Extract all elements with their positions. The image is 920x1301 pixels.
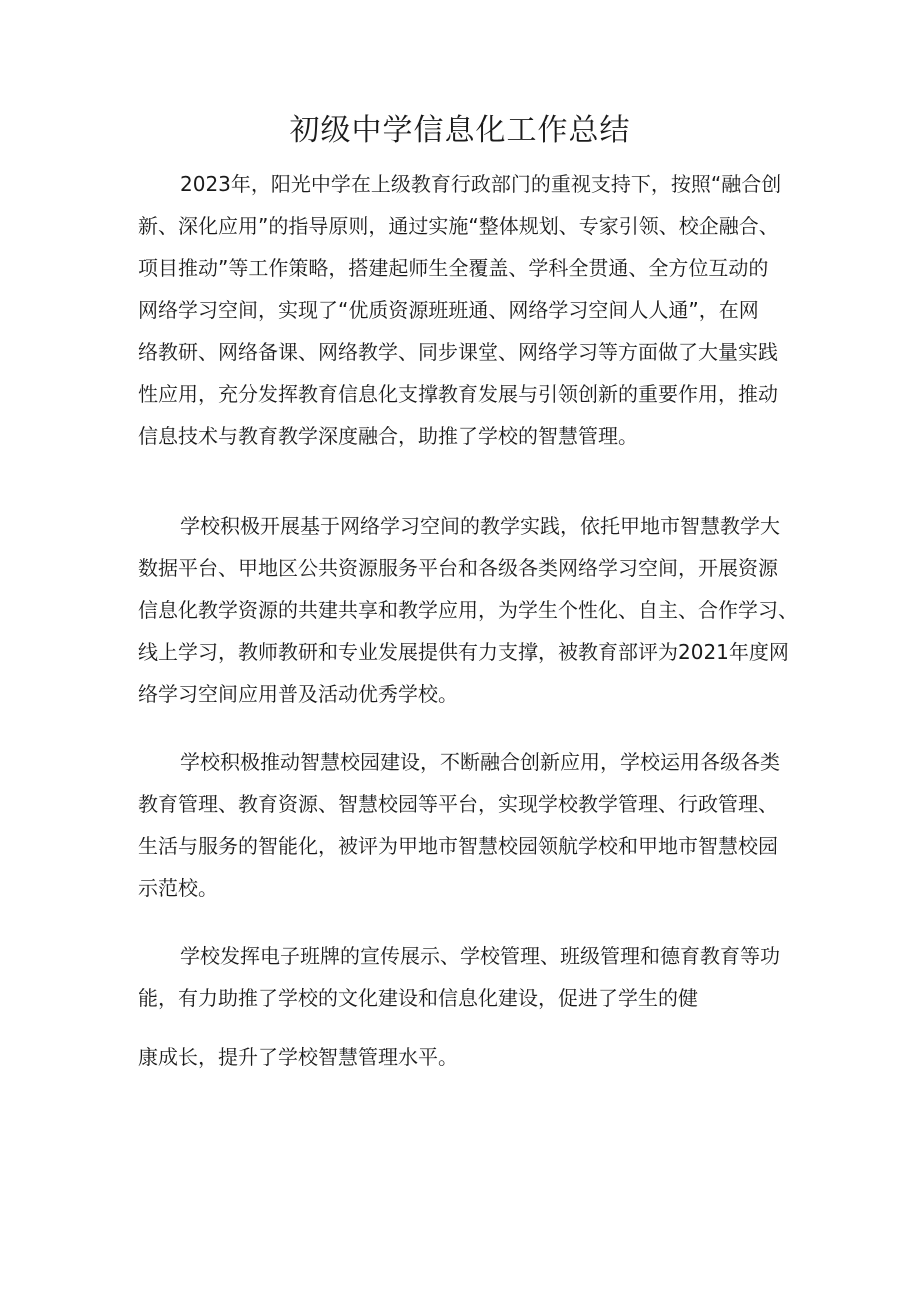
paragraph-line: 信息技术与教育教学深度融合，助推了学校的智慧管理。 <box>138 424 638 448</box>
paragraph-line: 性应用，充分发挥教育信息化支撑教育发展与引领创新的重要作用，推动 <box>138 382 778 406</box>
paragraph-line: 学校发挥电子班牌的宣传展示、学校管理、班级管理和德育教育等功 <box>180 944 780 968</box>
paragraph-line: 网络学习空间，实现了“优质资源班班通、网络学习空间人人通”，在网 <box>138 298 759 322</box>
paragraph-line: 新、深化应用”的指导原则，通过实施“整体规划、专家引领、校企融合、 <box>138 214 779 238</box>
paragraph-line: 2023年，阳光中学在上级教育行政部门的重视支持下，按照“融合创 <box>180 172 782 196</box>
paragraph-line: 信息化教学资源的共建共享和教学应用，为学生个性化、自主、合作学习、 <box>138 598 798 622</box>
paragraph-line: 教育管理、教育资源、智慧校园等平台，实现学校教学管理、行政管理、 <box>138 792 778 816</box>
paragraph-3 <box>138 741 788 909</box>
paragraph-line: 络教研、网络备课、网络教学、同步课堂、网络学习等方面做了大量实践 <box>138 340 778 364</box>
paragraph-line: 项目推动”等工作策略，搭建起师生全覆盖、学科全贯通、全方位互动的 <box>138 256 769 280</box>
paragraph-line: 康成长，提升了学校智慧管理水平。 <box>138 1045 458 1069</box>
paragraph-line: 示范校。 <box>138 876 218 900</box>
paragraph-line: 数据平台、甲地区公共资源服务平台和各级各类网络学习空间，开展资源 <box>138 556 778 580</box>
paragraph-line: 能，有力助推了学校的文化建设和信息化建设，促进了学生的健 <box>138 986 698 1010</box>
paragraph-4-continued <box>138 1036 788 1078</box>
paragraph-line: 线上学习，教师教研和专业发展提供有力支撑，被教育部评为2021年度网 <box>138 640 789 664</box>
paragraph-1 <box>138 163 788 457</box>
paragraph-line: 生活与服务的智能化，被评为甲地市智慧校园领航学校和甲地市智慧校园 <box>138 834 778 858</box>
paragraph-line: 络学习空间应用普及活动优秀学校。 <box>138 682 458 706</box>
paragraph-line: 学校积极推动智慧校园建设，不断融合创新应用，学校运用各级各类 <box>180 750 780 774</box>
document-title: 初级中学信息化工作总结 <box>289 113 631 148</box>
paragraph-4 <box>138 935 788 1019</box>
paragraph-2 <box>138 505 798 715</box>
paragraph-line: 学校积极开展基于网络学习空间的教学实践，依托甲地市智慧教学大 <box>180 514 780 538</box>
